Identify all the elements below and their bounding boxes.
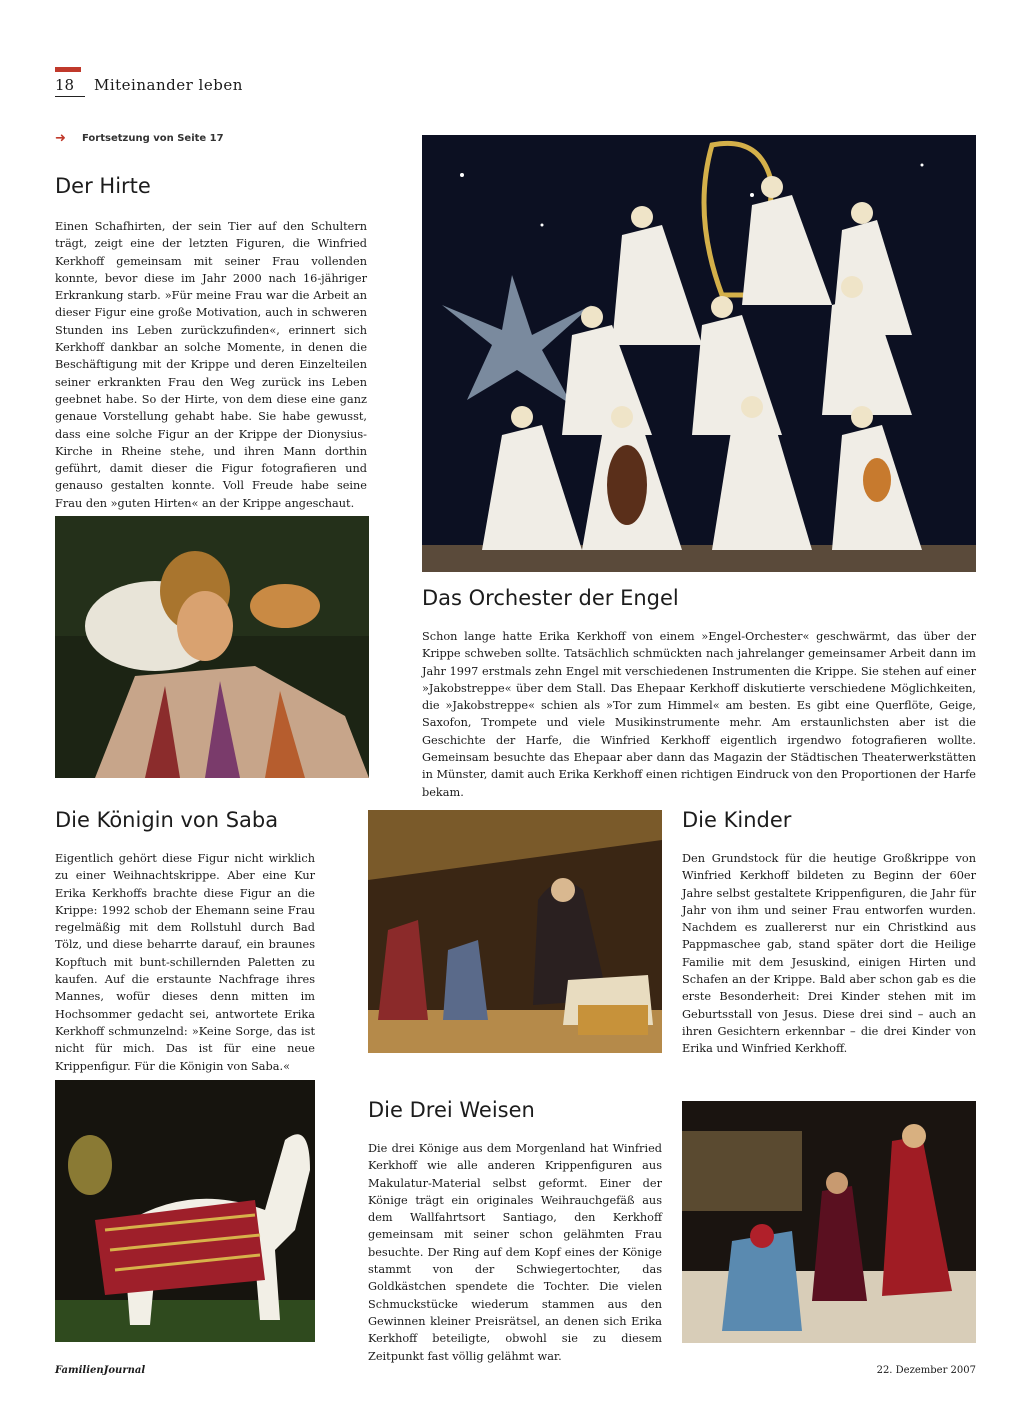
- photo-shepherd: [55, 516, 369, 778]
- arrow-right-icon: ➜: [55, 131, 66, 146]
- section-title: Miteinander leben: [94, 76, 243, 94]
- accent-bar: [55, 67, 81, 72]
- article-text-saba: Eigentlich gehört diese Figur nicht wirklich zu einer Weihnachtskrippe. Aber eine Kur Erika Kerkhoffs brachte diese Figur an die Krippe: 1992 schob der Ehemann seine Frau regelmäßig mit dem Rollstuhl durch Bad Tölz, und diese beharrte darauf, ein braunes Kopftuch mit bunt-schillernden Paletten zu kaufen. Auf die erstaunte Nachfrage ihres Mannes, wofür dieses denn mitten im Hochsommer gedacht sei, antwortete Erika Kerkhoff schmunzelnd: »Keine Sorge, das ist nicht für mich. Das ist für eine neue Krippenfigur. Für die Königin von Saba.«: [55, 852, 315, 1073]
- article-text-hirte: Einen Schafhirten, der sein Tier auf den Schultern trägt, zeigt eine der letzten Figuren, die Winfried Kerkhoff gemeinsam mit seiner Frau vollenden konnte, bevor diese im Jahr 2000 nach 16-jähriger Erkrankung starb. »Für meine Frau war die Arbeit an dieser Figur eine große Motivation, auch in schweren Stunden ins Leben zurückzufinden«, erinnert sich Kerkhoff dankbar an solche Momente, in denen die Beschäftigung mit der Krippe und deren Einzelteilen seiner erkrankten Frau den Weg zurück ins Leben geebnet habe. So der Hirte, von dem diese eine ganz genaue Vorstellung gehabt habe. Sie habe gewusst, dass eine solche Figur an der Krippe der Dionysius-Kirche in Rheine stehe, und ihren Mann dorthin geführt, damit dieser die Figur fotografieren und genauso gestalten konnte. Voll Freude habe seine Frau den »guten Hirten« an der Krippe angeschaut.: [55, 220, 367, 510]
- article-title-saba: Die Königin von Saba: [55, 808, 279, 832]
- photo-queen-of-sheba: [55, 1080, 315, 1342]
- footer-date: 22. Dezember 2007: [876, 1365, 976, 1376]
- article-title-weisen: Die Drei Weisen: [368, 1098, 535, 1122]
- continuation-note: Fortsetzung von Seite 17: [82, 133, 224, 144]
- article-title-orchester: Das Orchester der Engel: [422, 586, 679, 610]
- footer-publication: FamilienJournal: [55, 1365, 146, 1376]
- photo-three-kings: [682, 1101, 976, 1343]
- article-title-kinder: Die Kinder: [682, 808, 792, 832]
- page-number: 18: [55, 76, 85, 97]
- article-text-weisen: Die drei Könige aus dem Morgenland hat Winfried Kerkhoff wie alle anderen Krippenfiguren aus Makulatur-Material selbst geformt. Einer der Könige trägt ein originales Weihrauchgefäß aus dem Wallfahrtsort Santiago, den Kerkhoff gemeinsam mit seiner schon gelähmten Frau besuchte. Der Ring auf dem Kopf eines der Könige stammt von der Schwiegertochter, das Goldkästchen spendete die Tochter. Die vielen Schmuckstücke wiederum stammen aus den Gewinnen kleiner Preisrätsel, an denen sich Erika Kerkhoff beteiligte, obwohl sie zu diesem Zeitpunkt fast völlig gelähmt war.: [368, 1142, 662, 1363]
- article-text-kinder: Den Grundstock für die heutige Großkrippe von Winfried Kerkhoff bildeten zu Beginn der 60er Jahre selbst gestaltete Krippenfiguren, die Jahr für Jahr von ihm und seiner Frau entworfen wurden. Nachdem es zuallererst nur ein Christkind aus Pappmaschee gab, stand später dort die Heilige Familie mit dem Jesuskind, einigen Hirten und Schafen an der Krippe. Bald aber schon gab es die erste Besonderheit: Drei Kinder stehen mit im Geburtsstall von Jesus. Diese drei sind – auch an ihren Gesichtern erkennbar – die drei Kinder von Erika und Winfried Kerkhoff.: [682, 852, 976, 1056]
- photo-children-nativity: [368, 810, 662, 1053]
- article-title-hirte: Der Hirte: [55, 174, 151, 198]
- article-text-orchester: Schon lange hatte Erika Kerkhoff von einem »Engel-Orchester« geschwärmt, das über der Krippe schweben sollte. Tatsächlich schmückten nach jahrelanger gemeinsamer Arbeit dann im Jahr 1997 erstmals zehn Engel mit verschiedenen Instrumenten die Krippe. Sie stehen auf einer »Jakobstreppe« über dem Stall. Das Ehepaar Kerkhoff diskutierte verschiedene Möglichkeiten, die »Jakobstreppe« schien als »Tor zum Himmel« am besten. Es gibt eine Querflöte, Geige, Saxofon, Trompete und viele Musikinstrumente mehr. Am erstaunlichsten aber ist die Geschichte der Harfe, die Winfried Kerkhoff eigentlich irgendwo fotografieren wollte. Gemeinsam besuchte das Ehepaar aber dann das Magazin der Städtischen Theaterwerkstätten in Münster, damit auch Erika Kerkhoff einen richtigen Eindruck von den Proportionen der Harfe bekam.: [422, 630, 976, 799]
- photo-angel-orchestra: [422, 135, 976, 572]
